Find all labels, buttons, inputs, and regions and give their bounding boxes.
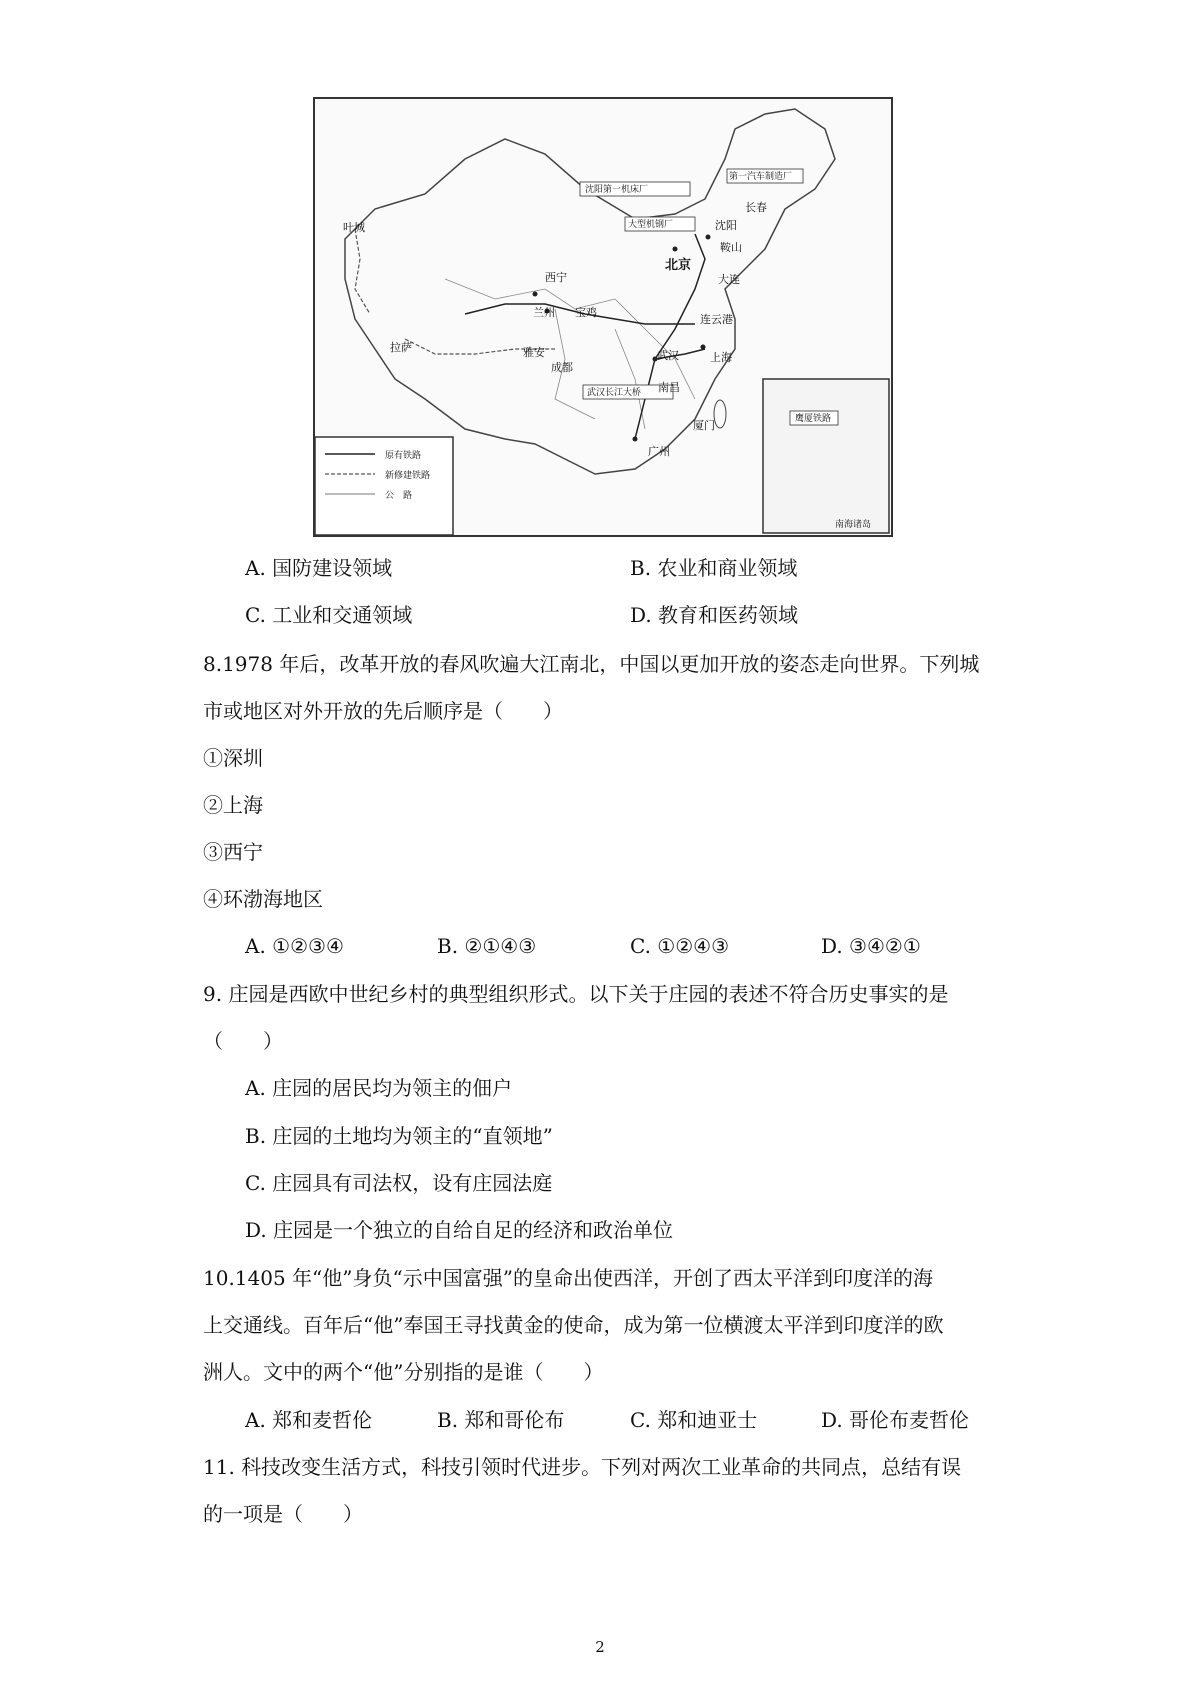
- map-label-railway-box: 鹰厦铁路: [795, 414, 832, 424]
- q9-stem-line1: 9. 庄园是西欧中世纪乡村的典型组织形式。以下关于庄园的表述不符合历史事实的是: [203, 982, 949, 1006]
- q8-item-2: ②上海: [203, 793, 263, 817]
- q8-option-b: B. ②①④③: [437, 934, 537, 958]
- q8-option-c: C. ①②④③: [630, 934, 730, 958]
- q10-option-a: A. 郑和麦哲伦: [245, 1408, 373, 1432]
- q8-stem-line2: 市或地区对外开放的先后顺序是（ ）: [203, 699, 563, 723]
- q11-stem-line2: 的一项是（ ）: [203, 1502, 363, 1526]
- map-label-guangzhou: 广州: [648, 445, 670, 458]
- map-label-factory1: 第一汽车制造厂: [729, 172, 793, 182]
- map-label-baoji: 宝鸡: [575, 306, 597, 319]
- q8-item-4: ④环渤海地区: [203, 887, 323, 911]
- q7-option-c: C. 工业和交通领域: [245, 603, 413, 627]
- q10-stem-line2: 上交通线。百年后“他”奉国王寻找黄金的使命，成为第一位横渡太平洋到印度洋的欧: [203, 1313, 944, 1337]
- map-label-wuhan: 武汉: [657, 349, 679, 362]
- q8-option-a: A. ①②③④: [245, 934, 344, 958]
- china-map-figure: [313, 97, 893, 537]
- map-label-chengdu: 成都: [551, 361, 573, 374]
- map-label-lasa: 拉萨: [390, 341, 412, 354]
- map-label-xiamen: 厦门: [693, 419, 715, 432]
- map-label-shanghai: 上海: [710, 351, 732, 364]
- q9-option-c: C. 庄园具有司法权，设有庄园法庭: [245, 1171, 553, 1195]
- map-label-lanzhou: 兰州: [533, 306, 555, 319]
- q9-stem-line2: （ ）: [203, 1029, 283, 1053]
- map-label-anshan: 鞍山: [720, 241, 742, 254]
- q10-stem-line3: 洲人。文中的两个“他”分别指的是谁（ ）: [203, 1360, 604, 1384]
- map-label-bridge: 武汉长江大桥: [587, 388, 642, 398]
- map-label-south-sea: 南海诸岛: [835, 520, 872, 530]
- q9-option-a: A. 庄园的居民均为领主的佃户: [245, 1076, 513, 1100]
- q11-stem-line1: 11. 科技改变生活方式，科技引领时代进步。下列对两次工业革命的共同点，总结有误: [203, 1455, 962, 1479]
- map-label-yaan: 雅安: [523, 346, 545, 359]
- q7-option-d: D. 教育和医药领域: [630, 603, 799, 627]
- map-label-factory2: 沈阳第一机床厂: [585, 185, 649, 195]
- legend-label-3: 公 路: [385, 491, 413, 501]
- q10-option-d: D. 哥伦布麦哲伦: [821, 1408, 970, 1432]
- map-label-shenyang: 沈阳: [715, 219, 737, 232]
- q9-option-d: D. 庄园是一个独立的自给自足的经济和政治单位: [245, 1218, 674, 1242]
- q7-option-b: B. 农业和商业领域: [630, 556, 798, 580]
- map-label-xining: 西宁: [545, 271, 567, 284]
- page-number: 2: [595, 1638, 605, 1656]
- q8-option-d: D. ③④②①: [821, 934, 921, 958]
- q8-item-3: ③西宁: [203, 840, 263, 864]
- q10-option-b: B. 郑和哥伦布: [437, 1408, 565, 1432]
- map-label-changchun: 长春: [745, 201, 767, 214]
- q7-option-a: A. 国防建设领域: [245, 556, 393, 580]
- q10-option-c: C. 郑和迪亚士: [630, 1408, 758, 1432]
- map-label-nanchang: 南昌: [658, 381, 680, 394]
- legend-label-1: 原有铁路: [385, 451, 422, 461]
- map-label-lianyungang: 连云港: [700, 313, 733, 326]
- china-outline: [345, 109, 835, 474]
- map-label-factory3: 大型机钢厂: [628, 220, 674, 230]
- q10-stem-line1: 10.1405 年“他”身负“示中国富强”的皇命出使西洋，开创了西太平洋到印度洋的海: [203, 1266, 933, 1290]
- q9-option-b: B. 庄园的土地均为领主的“直领地”: [245, 1124, 553, 1148]
- legend-label-2: 新修建铁路: [385, 471, 431, 481]
- map-label-dalian: 大连: [718, 273, 740, 286]
- map-label-beijing: 北京: [665, 258, 692, 273]
- q8-stem-line1: 8.1978 年后，改革开放的春风吹遍大江南北，中国以更加开放的姿态走向世界。下列城: [203, 652, 980, 676]
- map-label-yecheng: 叶城: [343, 221, 365, 234]
- q8-item-1: ①深圳: [203, 746, 263, 770]
